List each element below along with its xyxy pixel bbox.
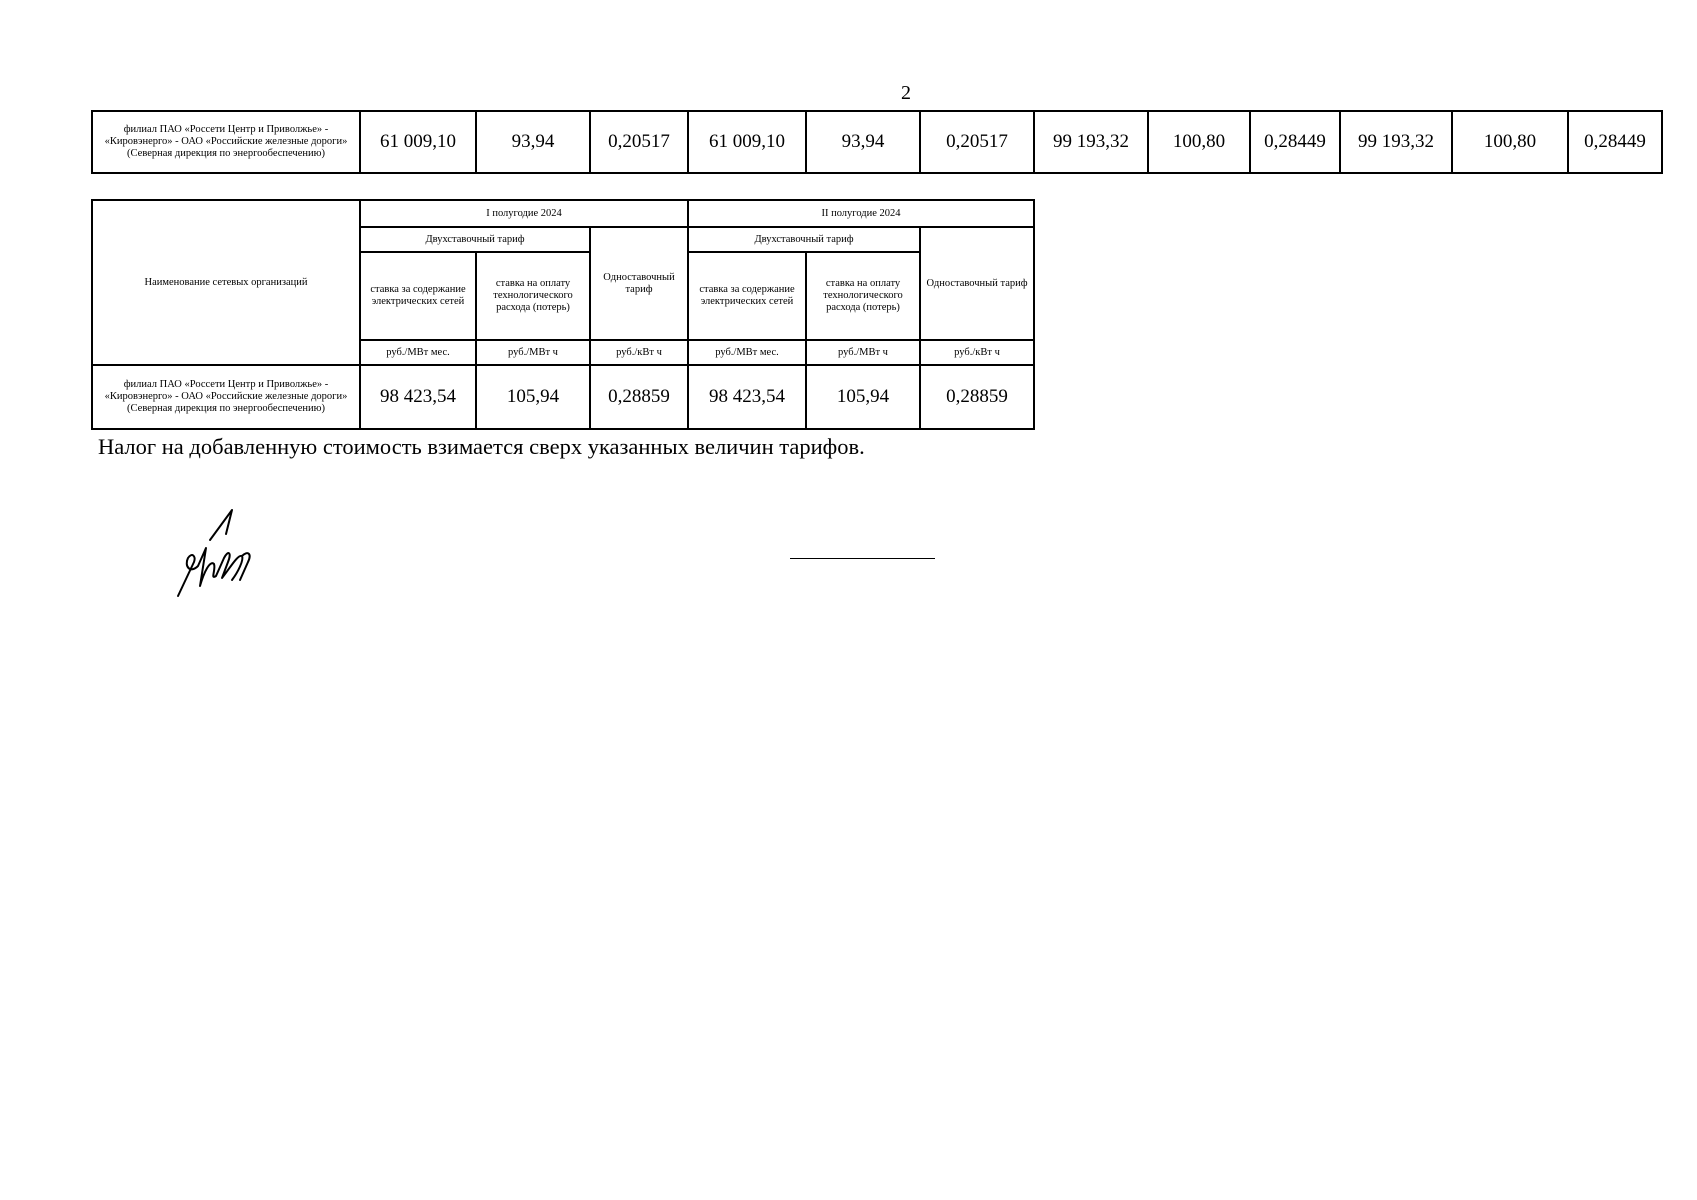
value-cell: 0,28859 [920,365,1034,429]
single-rate-header-1: Одноставочный тариф [590,227,688,340]
value-cell: 93,94 [806,111,920,173]
maint-rate-header-2: ставка за содержание электрических сетей [688,252,806,340]
value-cell: 100,80 [1148,111,1250,173]
two-rate-header-2: Двухставочный тариф [688,227,920,252]
unit-cell: руб./кВт ч [920,340,1034,365]
value-cell: 0,20517 [590,111,688,173]
table-row [92,111,1662,173]
unit-cell: руб./МВт ч [476,340,590,365]
value-cell: 0,28859 [590,365,688,429]
single-rate-header-2: Одноставочный тариф [920,227,1034,340]
two-rate-header-1: Двухставочный тариф [360,227,590,252]
signature-line [790,558,935,559]
value-cell: 99 193,32 [1034,111,1148,173]
loss-rate-header-1: ставка на оплату технологического расхода (потерь) [476,252,590,340]
loss-rate-header-2: ставка на оплату технологического расхода (потерь) [806,252,920,340]
value-cell: 0,28449 [1250,111,1340,173]
signature-image [170,500,270,600]
vat-note: Налог на добавленную стоимость взимается сверх указанных величин тарифов. [98,434,865,459]
value-cell: 99 193,32 [1340,111,1452,173]
page-number: 2 [901,82,911,104]
half1-header: I полугодие 2024 [360,200,688,227]
org-name-cell: филиал ПАО «Россети Центр и Приволжье» - «Кировэнерго» - ОАО «Российские железные дороги» (Северная дирекция по энергообеспечению) [92,365,360,429]
value-cell: 98 423,54 [360,365,476,429]
org-column-header: Наименование сетевых организаций [92,200,360,365]
value-cell: 98 423,54 [688,365,806,429]
unit-cell: руб./МВт мес. [688,340,806,365]
value-cell: 61 009,10 [360,111,476,173]
unit-cell: руб./МВт ч [806,340,920,365]
value-cell: 105,94 [806,365,920,429]
value-cell: 93,94 [476,111,590,173]
unit-cell: руб./кВт ч [590,340,688,365]
continuation-table [91,110,1663,174]
header-row [92,200,1034,227]
value-cell: 0,20517 [920,111,1034,173]
unit-cell: руб./МВт мес. [360,340,476,365]
half2-header: II полугодие 2024 [688,200,1034,227]
tariff-table [91,199,1035,430]
value-cell: 61 009,10 [688,111,806,173]
org-name-cell: филиал ПАО «Россети Центр и Приволжье» - «Кировэнерго» - ОАО «Российские железные дороги» (Северная дирекция по энергообеспечению) [92,111,360,173]
value-cell: 100,80 [1452,111,1568,173]
maint-rate-header-1: ставка за содержание электрических сетей [360,252,476,340]
value-cell: 0,28449 [1568,111,1662,173]
table-row [92,365,1034,429]
value-cell: 105,94 [476,365,590,429]
